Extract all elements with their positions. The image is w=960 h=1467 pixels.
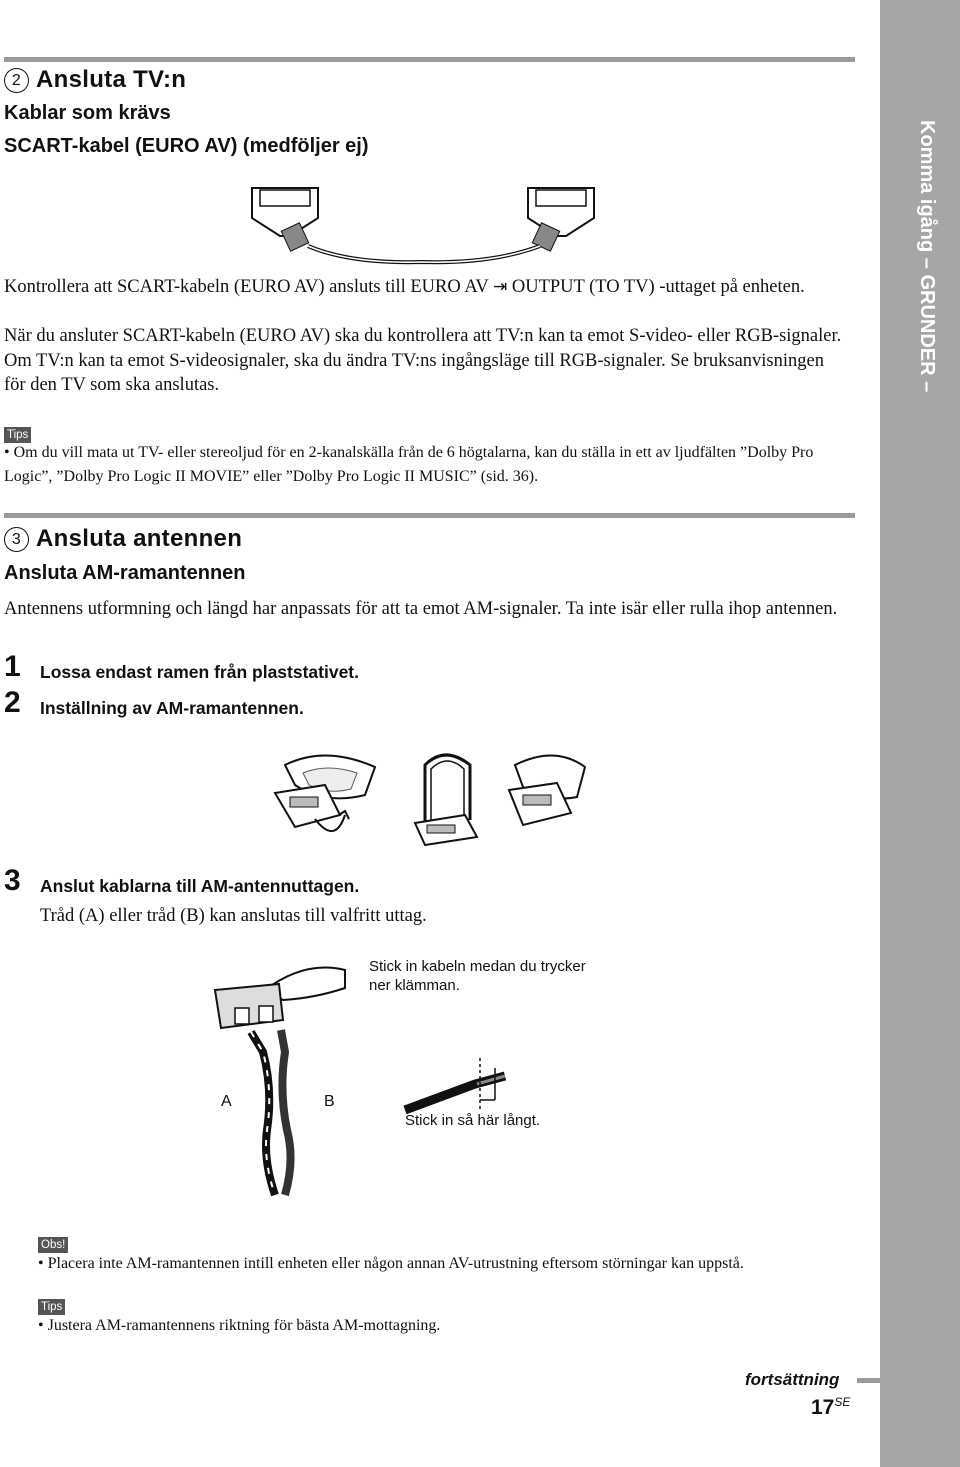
note-text: • Placera inte AM-ramantennen intill enheten eller någon annan AV-utrustning eftersom störningar kan uppstå. <box>38 1255 744 1272</box>
cable-name: SCART-kabel (EURO AV) (medföljer ej) <box>4 135 369 157</box>
am-antenna-assembly-illustration <box>265 745 595 845</box>
continued-label: fortsättning <box>745 1370 840 1389</box>
wire-label-b: B <box>324 1093 335 1110</box>
step-2 <box>4 686 21 720</box>
step-1 <box>4 650 21 684</box>
tip-text: • Om du vill mata ut TV- eller stereoljud för en 2-kanalskälla från de 6 högtalarna, kan du ställa in ett av ljudfälten ”Dolby Pro Logic”, ”Dolby Pro Logic II MOVIE” eller ”Dolby Pro Logic II MUSIC” (sid. 36). <box>4 444 814 485</box>
wire-label-a: A <box>221 1093 232 1110</box>
am-antenna-heading: Ansluta AM-ramantennen <box>4 562 246 584</box>
step-number: 3 <box>4 864 21 897</box>
step-text: Anslut kablarna till AM-antennuttagen. <box>40 876 360 896</box>
scart-cable-illustration <box>240 180 610 270</box>
output-arrow-icon: ⇥ <box>492 277 508 297</box>
sidebar-label: Komma igång – GRUNDER – <box>916 120 938 393</box>
scart-instruction <box>4 275 859 300</box>
section-number: 2 <box>4 68 29 93</box>
step-3-detail: Tråd (A) eller tråd (B) kan anslutas till valfritt uttag. <box>40 906 427 926</box>
tip-text: • Justera AM-ramantennens riktning för bästa AM-mottagning. <box>38 1317 441 1334</box>
cables-heading: Kablar som krävs <box>4 102 171 124</box>
note-badge-label: Obs! <box>38 1237 68 1253</box>
antenna-intro: Antennens utformning och längd har anpassats för att ta emot AM-signaler. Ta inte isär eller rulla ihop antennen. <box>4 599 838 619</box>
section-rule <box>4 513 855 518</box>
page-number <box>811 1395 850 1420</box>
section-heading <box>4 66 186 94</box>
continued-arrow <box>857 1378 880 1383</box>
step-3 <box>4 864 21 898</box>
scart-instruction-end: OUTPUT (TO TV) -uttaget på enheten. <box>511 277 805 297</box>
section-heading <box>4 525 242 553</box>
step-text: Inställning av AM-ramantennen. <box>40 698 304 718</box>
page-suffix: SE <box>834 1395 851 1409</box>
length-callout: Stick in så här långt. <box>405 1112 541 1129</box>
scart-instruction-start: Kontrollera att SCART-kabeln (EURO AV) ansluts till EURO AV <box>4 277 489 297</box>
step-number: 1 <box>4 650 21 683</box>
tips-badge <box>38 1297 65 1315</box>
scart-note-paragraph: När du ansluter SCART-kabeln (EURO AV) ska du kontrollera att TV:n kan ta emot S-video- eller RGB-signaler. Om TV:n kan ta emot S-videosignaler, ska du ändra TV:ns ingångsläge till RGB-signaler. Se bruksanvisningen för den TV som ska anslutas. <box>4 326 842 395</box>
wire-connection-illustration <box>215 960 545 1220</box>
tips-badge-label: Tips <box>38 1299 65 1315</box>
page-number-value: 17 <box>811 1396 835 1419</box>
note-badge <box>38 1235 68 1253</box>
section-rule <box>4 57 855 62</box>
section-title: Ansluta TV:n <box>36 66 187 93</box>
step-number: 2 <box>4 686 21 719</box>
step-text: Lossa endast ramen från plaststativet. <box>40 662 359 682</box>
section-number: 3 <box>4 527 29 552</box>
insert-callout: Stick in kabeln medan du trycker ner klämman. <box>369 958 586 994</box>
tips-badge-label: Tips <box>4 427 31 443</box>
section-title: Ansluta antennen <box>36 525 243 552</box>
